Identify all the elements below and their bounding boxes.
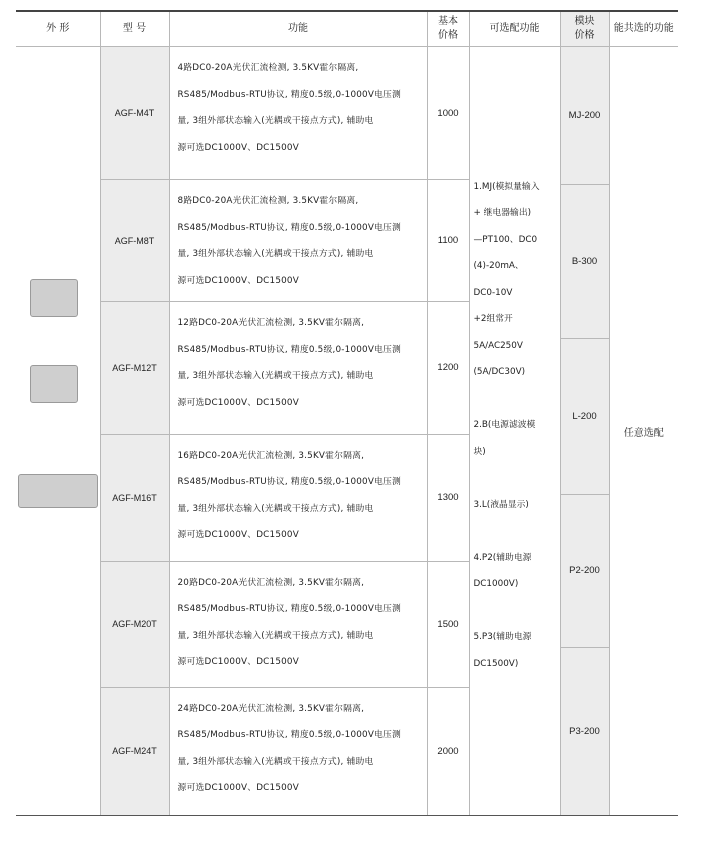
module-price-item — [561, 648, 609, 815]
header-model: 型 号 — [100, 11, 169, 47]
module-price-item — [561, 339, 609, 494]
optional-line: 5A/AC250V — [473, 340, 523, 351]
optional-line: + 继电器输出) — [473, 208, 532, 218]
function-cell — [169, 47, 427, 180]
function-line: 量, 3组外部状态输入(光耦或干接点方式), 辅助电 — [177, 371, 374, 382]
function-line: 源可选DC1000V、DC1500V — [177, 657, 299, 668]
module-price-label: L-200 — [572, 411, 597, 423]
table-row — [16, 47, 678, 180]
function-line: 源可选DC1000V、DC1500V — [177, 142, 299, 153]
appearance-cell — [16, 47, 100, 816]
function-line: RS485/Modbus-RTU协议, 精度0.5级,0-1000V电压测 — [177, 222, 402, 233]
function-line: RS485/Modbus-RTU协议, 精度0.5级,0-1000V电压测 — [177, 89, 402, 100]
function-line: RS485/Modbus-RTU协议, 精度0.5级,0-1000V电压测 — [177, 344, 402, 355]
module-price-label: P3-200 — [569, 725, 600, 737]
function-line: 24路DC0-20A光伏汇流检测, 3.5KV霍尔隔离, — [177, 703, 365, 714]
header-shared: 能共选的功能 — [609, 11, 678, 47]
base-price-cell: 1300 — [427, 434, 469, 561]
table-header-row — [16, 11, 678, 47]
model-cell: AGF-M4T — [100, 47, 169, 180]
function-cell — [169, 561, 427, 687]
optional-line: (4)-20mA、 — [473, 261, 524, 271]
optional-line: 1.MJ(模拟量输入 — [473, 181, 540, 192]
function-line: 量, 3组外部状态输入(光耦或干接点方式), 辅助电 — [177, 630, 374, 641]
header-module-price-line1: 模块 — [574, 16, 595, 27]
function-cell — [169, 302, 427, 434]
model-cell: AGF-M16T — [100, 434, 169, 561]
optional-line — [474, 518, 560, 545]
function-line: RS485/Modbus-RTU协议, 精度0.5级,0-1000V电压测 — [177, 604, 402, 615]
header-appearance: 外 形 — [16, 11, 100, 47]
function-line: 16路DC0-20A光伏汇流检测, 3.5KV霍尔隔离, — [177, 450, 365, 461]
function-line: 12路DC0-20A光伏汇流检测, 3.5KV霍尔隔离, — [177, 318, 365, 329]
base-price-cell: 1100 — [427, 180, 469, 302]
optional-line: DC1500V) — [473, 658, 519, 669]
header-base-price — [427, 11, 469, 47]
optional-line: 2.B(电源滤波模 — [473, 420, 536, 430]
optional-line: DC0-10V — [473, 287, 513, 298]
header-base-price-line2: 价格 — [438, 30, 458, 41]
table-bottom-rule — [16, 815, 678, 816]
model-cell: AGF-M20T — [100, 561, 169, 687]
header-base-price-line1: 基本 — [438, 16, 458, 27]
header-module-price — [560, 11, 609, 47]
function-cell — [169, 434, 427, 561]
optional-line: 4.P2(辅助电源 — [473, 552, 532, 563]
function-line: 量, 3组外部状态输入(光耦或干接点方式), 辅助电 — [177, 249, 374, 260]
model-cell: AGF-M12T — [100, 302, 169, 434]
base-price-cell: 1000 — [427, 47, 469, 180]
optional-line — [474, 465, 560, 492]
optional-line — [474, 598, 560, 625]
header-module-price-line2: 价格 — [574, 30, 595, 41]
module-price-label: P2-200 — [569, 565, 600, 577]
function-cell — [169, 687, 427, 815]
function-line: 量, 3组外部状态输入(光耦或干接点方式), 辅助电 — [177, 116, 374, 126]
module-price-label: MJ-200 — [568, 110, 601, 122]
function-line: 20路DC0-20A光伏汇流检测, 3.5KV霍尔隔离, — [177, 577, 365, 588]
base-price-cell: 2000 — [427, 687, 469, 815]
function-line: 源可选DC1000V、DC1500V — [177, 397, 299, 408]
function-line: RS485/Modbus-RTU协议, 精度0.5级,0-1000V电压测 — [177, 477, 402, 487]
function-line: 源可选DC1000V、DC1500V — [177, 530, 299, 540]
module-price-item — [561, 495, 609, 648]
function-line: 8路DC0-20A光伏汇流检测, 3.5KV霍尔隔离, — [177, 196, 359, 207]
module-price-item — [561, 47, 609, 185]
optional-line: —PT100、DC0 — [473, 234, 538, 245]
device-image-small — [30, 279, 78, 317]
optional-line — [474, 386, 560, 413]
module-price-label: B-300 — [571, 256, 598, 268]
device-image-large — [18, 474, 98, 508]
function-line: 量, 3组外部状态输入(光耦或干接点方式), 辅助电 — [177, 756, 374, 767]
model-cell: AGF-M24T — [100, 687, 169, 815]
optional-line: 5.P3(辅助电源 — [473, 632, 532, 642]
model-cell: AGF-M8T — [100, 180, 169, 302]
function-line: 量, 3组外部状态输入(光耦或干接点方式), 辅助电 — [177, 503, 374, 514]
module-price-item — [561, 185, 609, 339]
function-line: 源可选DC1000V、DC1500V — [177, 275, 299, 286]
optional-functions-cell — [469, 47, 560, 816]
function-line: 4路DC0-20A光伏汇流检测, 3.5KV霍尔隔离, — [177, 63, 359, 73]
header-function: 功能 — [169, 11, 427, 47]
function-line: RS485/Modbus-RTU协议, 精度0.5级,0-1000V电压测 — [177, 730, 402, 741]
optional-line: 块) — [473, 446, 486, 457]
base-price-cell: 1500 — [427, 561, 469, 687]
shared-function-cell: 任意选配 — [609, 47, 678, 816]
optional-line: 3.L(液晶显示) — [473, 499, 529, 510]
optional-line: DC1000V) — [473, 579, 519, 589]
optional-line: (5A/DC30V) — [473, 367, 526, 377]
product-spec-table — [16, 10, 678, 816]
function-cell — [169, 180, 427, 302]
device-image-medium — [30, 365, 78, 403]
optional-line: +2组常开 — [473, 314, 513, 324]
header-optional: 可选配功能 — [469, 11, 560, 47]
module-price-column — [560, 47, 609, 816]
base-price-cell: 1200 — [427, 302, 469, 434]
optional-line — [474, 147, 560, 174]
function-line: 源可选DC1000V、DC1500V — [177, 783, 299, 794]
